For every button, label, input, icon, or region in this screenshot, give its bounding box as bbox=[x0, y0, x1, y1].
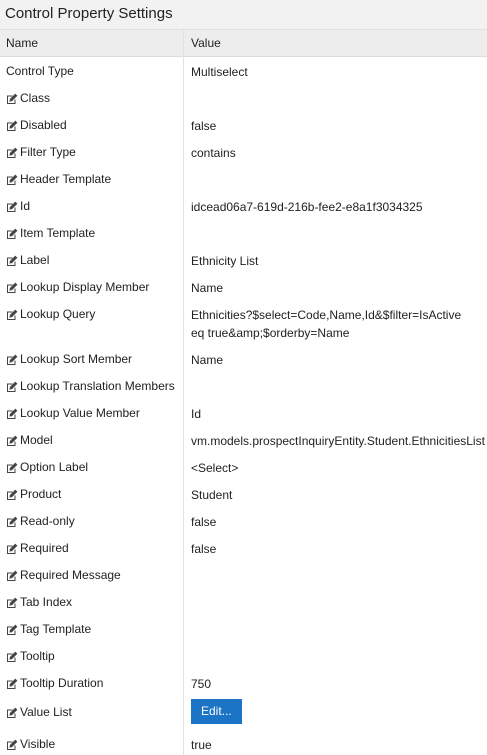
property-name[interactable] bbox=[0, 372, 184, 393]
edit-icon[interactable] bbox=[6, 354, 18, 366]
edit-icon[interactable] bbox=[6, 435, 18, 447]
property-name-label: Tooltip bbox=[20, 649, 55, 663]
property-value: Name bbox=[191, 353, 224, 367]
table-row[interactable] bbox=[0, 345, 487, 372]
property-name-label: Item Template bbox=[20, 226, 96, 240]
property-value bbox=[184, 613, 487, 621]
edit-icon[interactable] bbox=[6, 381, 18, 393]
table-row[interactable] bbox=[0, 219, 487, 246]
property-name[interactable] bbox=[0, 642, 184, 663]
property-value: false bbox=[191, 119, 217, 133]
property-value: contains bbox=[191, 146, 236, 160]
property-name-label: Lookup Translation Members bbox=[20, 379, 175, 393]
property-value bbox=[184, 696, 487, 724]
table-row[interactable] bbox=[0, 399, 487, 426]
property-name-label: Label bbox=[20, 253, 50, 267]
property-value bbox=[184, 82, 487, 90]
panel-title: Control Property Settings bbox=[0, 0, 487, 30]
edit-icon[interactable] bbox=[6, 462, 18, 474]
property-value bbox=[184, 217, 487, 225]
property-name-label: Model bbox=[20, 433, 53, 447]
property-name-label: Lookup Display Member bbox=[20, 280, 150, 294]
property-name-label: Tooltip Duration bbox=[20, 676, 104, 690]
property-name[interactable] bbox=[0, 507, 184, 528]
edit-value-list-button[interactable]: Edit... bbox=[191, 699, 242, 724]
property-name-label: Tab Index bbox=[20, 595, 73, 609]
edit-icon[interactable] bbox=[6, 147, 18, 159]
property-value bbox=[184, 163, 487, 171]
property-value bbox=[184, 586, 487, 594]
property-name[interactable] bbox=[0, 669, 184, 690]
property-value: false bbox=[191, 542, 217, 556]
property-name-label: Required bbox=[20, 541, 69, 555]
column-header-value: Value bbox=[191, 36, 221, 50]
property-name[interactable] bbox=[0, 561, 184, 582]
edit-icon[interactable] bbox=[6, 282, 18, 294]
property-name-label: Filter Type bbox=[20, 145, 76, 159]
property-name-label: Visible bbox=[20, 737, 56, 751]
property-name-label: Lookup Value Member bbox=[20, 406, 140, 420]
edit-icon[interactable] bbox=[6, 739, 18, 751]
property-name[interactable] bbox=[0, 345, 184, 366]
table-row[interactable] bbox=[0, 453, 487, 480]
edit-icon[interactable] bbox=[6, 543, 18, 555]
property-name[interactable] bbox=[0, 534, 184, 555]
table-header bbox=[0, 30, 487, 57]
property-name[interactable] bbox=[0, 273, 184, 294]
property-value: Name bbox=[191, 281, 224, 295]
property-value: Multiselect bbox=[191, 65, 248, 79]
property-value: true bbox=[191, 738, 212, 752]
property-name[interactable] bbox=[0, 111, 184, 132]
property-name[interactable] bbox=[0, 165, 184, 186]
property-name-label: Control Type bbox=[6, 64, 74, 78]
property-value: Id bbox=[191, 407, 202, 421]
edit-icon[interactable] bbox=[6, 597, 18, 609]
property-name-label: Product bbox=[20, 487, 62, 501]
table-row[interactable] bbox=[0, 192, 487, 219]
property-name[interactable] bbox=[0, 138, 184, 159]
property-value bbox=[184, 640, 487, 648]
table-row[interactable] bbox=[0, 561, 487, 588]
edit-icon[interactable] bbox=[6, 489, 18, 501]
property-name[interactable] bbox=[0, 730, 184, 751]
property-value bbox=[184, 559, 487, 567]
property-value: vm.models.prospectInquiryEntity.Student.EthnicitiesList bbox=[191, 434, 485, 448]
property-name-label: Lookup Query bbox=[20, 307, 96, 321]
property-name-label: Option Label bbox=[20, 460, 89, 474]
property-name-label: Read-only bbox=[20, 514, 75, 528]
property-value: idcead06a7-619d-216b-fee2-e8a1f3034325 bbox=[191, 200, 423, 214]
property-value: <Select> bbox=[191, 461, 239, 475]
edit-icon[interactable] bbox=[6, 707, 18, 719]
table-row[interactable] bbox=[0, 507, 487, 534]
table-row[interactable] bbox=[0, 165, 487, 192]
edit-icon[interactable] bbox=[6, 228, 18, 240]
edit-icon[interactable] bbox=[6, 120, 18, 132]
table-row[interactable] bbox=[0, 84, 487, 111]
property-name[interactable] bbox=[0, 426, 184, 447]
property-name-label: Id bbox=[20, 199, 31, 213]
property-value: Ethnicities?$select=Code,Name,Id&$filter=IsActive eq true&amp;$orderby=Name bbox=[191, 308, 462, 340]
property-name[interactable] bbox=[0, 300, 184, 321]
property-name-label: Tag Template bbox=[20, 622, 92, 636]
property-name-label: Value List bbox=[20, 705, 72, 719]
property-name-label: Required Message bbox=[20, 568, 121, 582]
table-row[interactable] bbox=[0, 730, 487, 755]
edit-icon[interactable] bbox=[6, 93, 18, 105]
table-row[interactable] bbox=[0, 246, 487, 273]
table-row[interactable] bbox=[0, 588, 487, 615]
table-row[interactable] bbox=[0, 273, 487, 300]
table-row[interactable] bbox=[0, 111, 487, 138]
table-row[interactable] bbox=[0, 480, 487, 507]
property-name[interactable] bbox=[0, 192, 184, 213]
table-row[interactable] bbox=[0, 426, 487, 453]
property-value: false bbox=[191, 515, 217, 529]
edit-icon[interactable] bbox=[6, 255, 18, 267]
edit-icon[interactable] bbox=[6, 516, 18, 528]
property-name-label: Lookup Sort Member bbox=[20, 352, 133, 366]
table-row[interactable] bbox=[0, 696, 487, 730]
edit-icon[interactable] bbox=[6, 408, 18, 420]
property-name-label: Disabled bbox=[20, 118, 67, 132]
edit-icon[interactable] bbox=[6, 201, 18, 213]
property-name[interactable] bbox=[0, 453, 184, 474]
table-row[interactable] bbox=[0, 642, 487, 669]
table-row[interactable] bbox=[0, 615, 487, 642]
property-name[interactable] bbox=[0, 246, 184, 267]
property-name[interactable] bbox=[0, 588, 184, 609]
property-name[interactable] bbox=[0, 480, 184, 501]
table-row[interactable] bbox=[0, 300, 487, 345]
table-row[interactable] bbox=[0, 534, 487, 561]
property-name[interactable] bbox=[0, 696, 184, 719]
table-row bbox=[0, 57, 487, 84]
table-row[interactable] bbox=[0, 372, 487, 399]
edit-icon[interactable] bbox=[6, 309, 18, 321]
edit-icon[interactable] bbox=[6, 570, 18, 582]
property-value: Student bbox=[191, 488, 233, 502]
property-value bbox=[184, 370, 487, 378]
property-name[interactable] bbox=[0, 615, 184, 636]
property-name[interactable] bbox=[0, 84, 184, 105]
table-row[interactable] bbox=[0, 669, 487, 696]
property-name-label: Class bbox=[20, 91, 51, 105]
property-name[interactable] bbox=[0, 399, 184, 420]
table-row[interactable] bbox=[0, 138, 487, 165]
edit-icon[interactable] bbox=[6, 174, 18, 186]
property-value: 750 bbox=[191, 677, 212, 691]
edit-icon[interactable] bbox=[6, 678, 18, 690]
property-value: Ethnicity List bbox=[191, 254, 259, 268]
property-name[interactable] bbox=[0, 219, 184, 240]
column-header-name: Name bbox=[6, 35, 39, 50]
property-name-label: Header Template bbox=[20, 172, 112, 186]
property-name bbox=[0, 57, 184, 78]
edit-icon[interactable] bbox=[6, 624, 18, 636]
edit-icon[interactable] bbox=[6, 651, 18, 663]
property-table bbox=[0, 30, 487, 755]
